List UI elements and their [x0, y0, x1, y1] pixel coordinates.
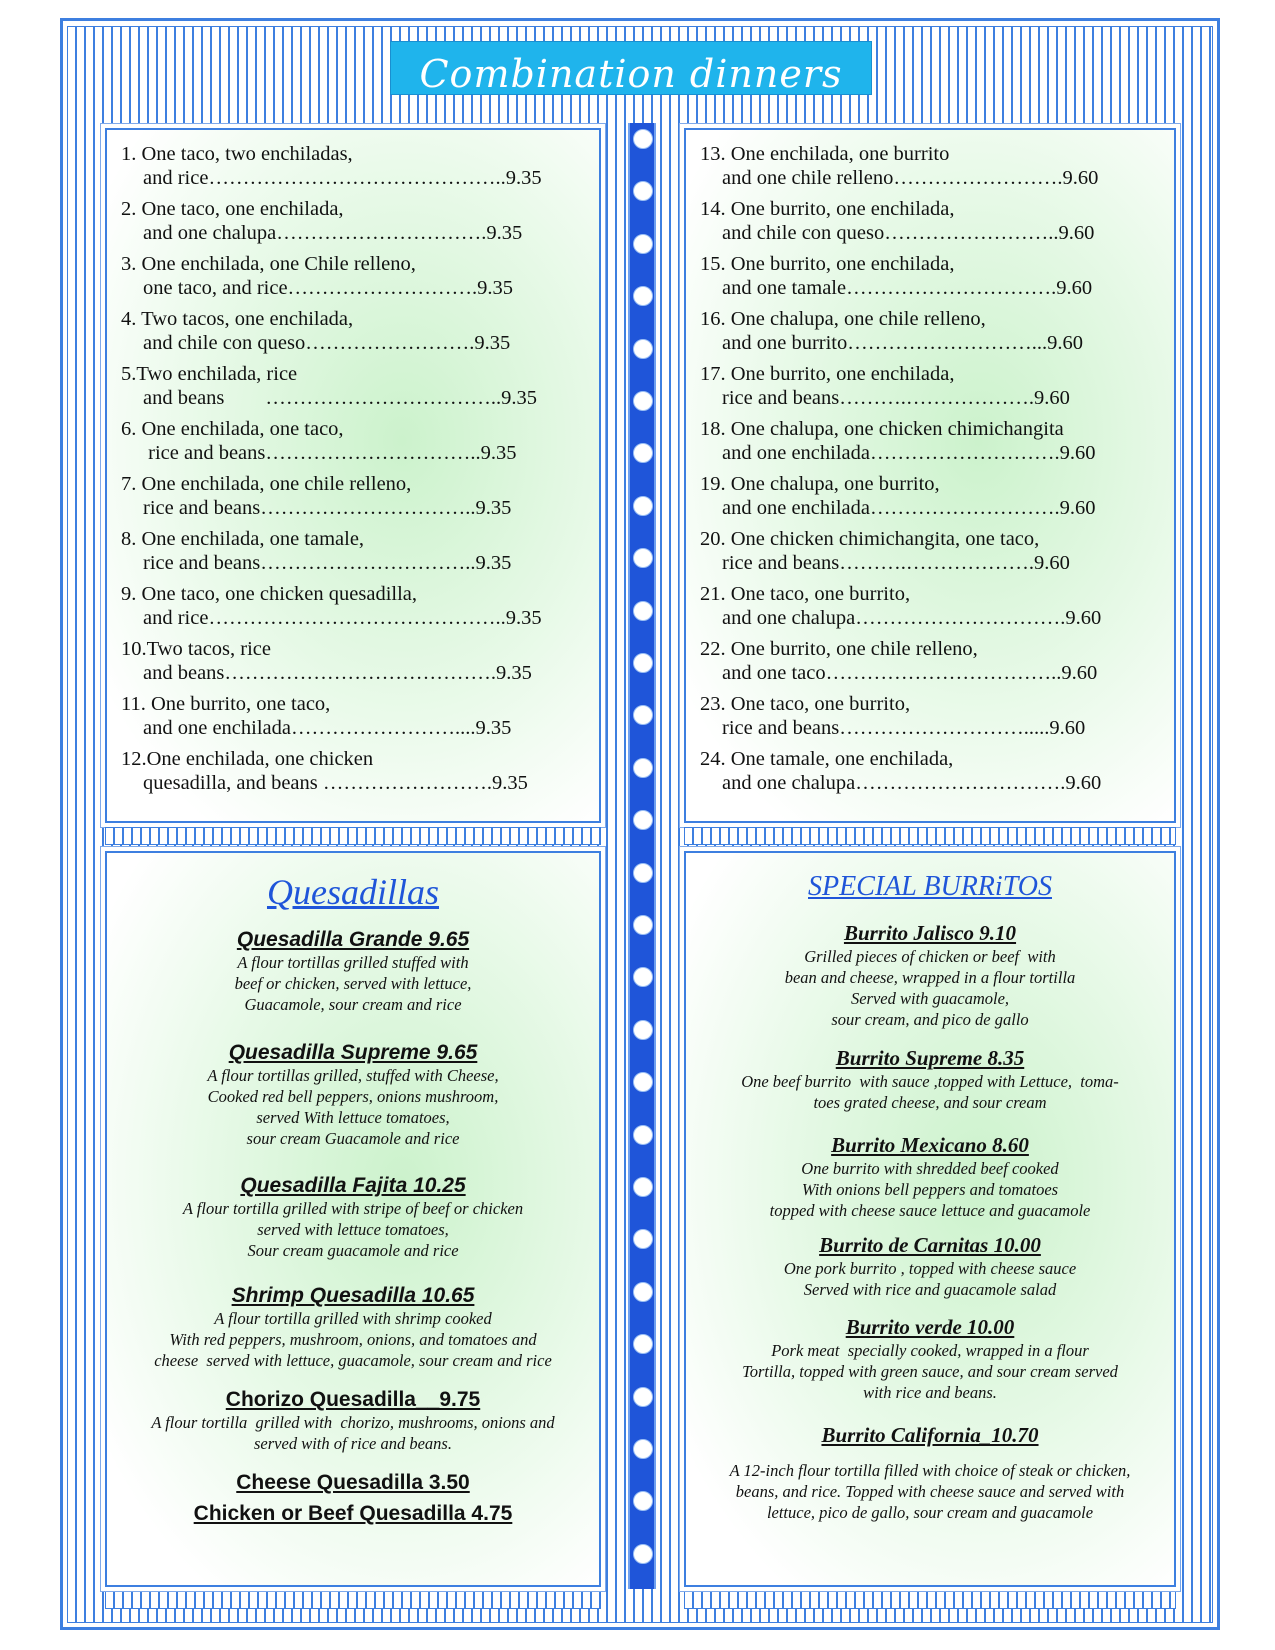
- item-name: Burrito Mexicano 8.60: [831, 1133, 1029, 1157]
- combination-line-1: 15. One burrito, one enchilada,: [700, 253, 955, 275]
- item-name: Chicken or Beef Quesadilla 4.75: [193, 1502, 513, 1525]
- binder-ring-icon: [633, 1072, 653, 1092]
- binder-ring-icon: [633, 1544, 653, 1564]
- combination-line-1: 19. One chalupa, one burrito,: [700, 473, 940, 495]
- combination-line-1: 24. One tamale, one enchilada,: [700, 748, 954, 770]
- quesadilla-item: [107, 927, 599, 1015]
- binder-ring-icon: [633, 1229, 653, 1249]
- combination-line-2: and one chalupa………………………….9.35: [143, 222, 523, 244]
- binder-ring-icon: [633, 443, 653, 463]
- combination-line-1: 12.One enchilada, one chicken: [121, 748, 374, 770]
- binder-ring-icon: [633, 496, 653, 516]
- combination-item: [700, 582, 1164, 637]
- quesadilla-item: [107, 1040, 599, 1149]
- item-name: Quesadilla Grande 9.65: [236, 928, 470, 951]
- combination-line-2: rice and beans……………………….....9.60: [722, 717, 1086, 739]
- binder-ring-icon: [633, 653, 653, 673]
- combinations-right-list: [700, 142, 1164, 802]
- combination-item: [121, 252, 589, 307]
- combination-item: [700, 252, 1164, 307]
- combination-item: [700, 417, 1164, 472]
- combination-line-2: rice and beans……….……………….9.60: [722, 387, 1070, 409]
- combination-line-1: 17. One burrito, one enchilada,: [700, 363, 955, 385]
- binder-ring-icon: [633, 1282, 653, 1302]
- combination-line-1: 13. One enchilada, one burrito: [700, 143, 950, 165]
- binder-ring-icon: [633, 129, 653, 149]
- binder-ring-icon: [633, 601, 653, 621]
- combination-item: [121, 142, 589, 197]
- combination-item: [121, 472, 589, 527]
- combination-line-2: and one enchilada……………………….9.60: [722, 497, 1096, 519]
- item-description: Grilled pieces of chicken or beef with bean and cheese, wrapped in a flour tortilla Served with guacamole, sour cream, and pico de gallo: [784, 947, 1076, 1029]
- binder-spine: [628, 123, 656, 1589]
- quesadilla-item: [107, 1501, 599, 1526]
- combinations-left-panel: [105, 128, 601, 823]
- item-description: One pork burrito , topped with cheese sauce Served with rice and guacamole salad: [783, 1259, 1077, 1299]
- burritos-panel: [684, 851, 1176, 1587]
- item-name: Cheese Quesadilla 3.50: [236, 1471, 470, 1494]
- combination-line-2: and one burrito………………………...9.60: [722, 332, 1083, 354]
- combination-line-1: 22. One burrito, one chile relleno,: [700, 638, 978, 660]
- combination-line-1: 2. One taco, one enchilada,: [121, 198, 344, 220]
- combination-line-1: 16. One chalupa, one chile relleno,: [700, 308, 986, 330]
- burrito-item: [686, 1423, 1174, 1523]
- combination-item: [700, 197, 1164, 252]
- page-title: Combination dinners: [419, 52, 843, 96]
- binder-ring-icon: [633, 1334, 653, 1354]
- item-name: Burrito California_10.70: [821, 1423, 1039, 1447]
- burritos-heading: SPECIAL BURRiTOS: [808, 871, 1052, 902]
- combinations-right-panel: [684, 128, 1176, 823]
- combination-item: [121, 527, 589, 582]
- combination-line-2: and chile con queso…………………….9.35: [143, 332, 511, 354]
- combination-item: [700, 362, 1164, 417]
- item-description: A flour tortillas grilled stuffed with beef or chicken, served with lettuce, Guacamole, sour cream and rice: [234, 953, 472, 1014]
- burrito-item: [686, 1315, 1174, 1403]
- combination-line-1: 21. One taco, one burrito,: [700, 583, 911, 605]
- combination-line-2: and beans………………………………….9.35: [143, 662, 532, 684]
- combination-line-2: one taco, and rice……………………….9.35: [143, 277, 514, 299]
- binder-ring-icon: [633, 391, 653, 411]
- combination-line-2: and one chile relleno…………………….9.60: [722, 167, 1099, 189]
- binder-ring-icon: [633, 1439, 653, 1459]
- combination-line-2: and one enchilada……………………....9.35: [143, 717, 512, 739]
- item-name: Burrito de Carnitas 10.00: [819, 1233, 1041, 1257]
- combination-item: [121, 307, 589, 362]
- combination-item: [121, 692, 589, 747]
- combination-line-2: and one chalupa………………………….9.60: [722, 772, 1102, 794]
- item-name: Chorizo Quesadilla__9.75: [225, 1388, 481, 1411]
- combination-line-1: 9. One taco, one chicken quesadilla,: [121, 583, 417, 605]
- combination-line-1: 10.Two tacos, rice: [121, 638, 271, 660]
- item-description: A 12-inch flour tortilla filled with choice of steak or chicken, beans, and rice. Topped with cheese sauce and served with lettuce, pico de gallo, sour cream and guacamole: [729, 1461, 1131, 1522]
- combination-item: [700, 747, 1164, 802]
- item-name: Burrito Jalisco 9.10: [843, 921, 1017, 945]
- combination-line-1: 3. One enchilada, one Chile relleno,: [121, 253, 416, 275]
- combination-line-1: 23. One taco, one burrito,: [700, 693, 911, 715]
- item-name: Burrito Supreme 8.35: [835, 1046, 1025, 1070]
- binder-ring-icon: [633, 339, 653, 359]
- combination-item: [121, 582, 589, 637]
- combination-item: [121, 747, 589, 802]
- combination-line-1: 7. One enchilada, one chile relleno,: [121, 473, 412, 495]
- item-description: A flour tortilla grilled with stripe of beef or chicken served with lettuce tomatoes, Sour cream guacamole and rice: [182, 1199, 524, 1260]
- combination-line-2: and one chalupa………………………….9.60: [722, 607, 1102, 629]
- combinations-left-list: [121, 142, 589, 802]
- binder-ring-icon: [633, 967, 653, 987]
- binder-ring-icon: [633, 1125, 653, 1145]
- combination-item: [121, 197, 589, 252]
- item-description: A flour tortilla grilled with shrimp cooked With red peppers, mushroom, onions, and tomatoes and cheese served with lettuce, guacamole, sour cream and rice: [154, 1309, 552, 1370]
- burrito-item: [686, 1133, 1174, 1221]
- combination-line-1: 4. Two tacos, one enchilada,: [121, 308, 354, 330]
- combination-item: [700, 527, 1164, 582]
- combination-item: [700, 472, 1164, 527]
- burrito-item: [686, 921, 1174, 1030]
- combination-line-2: rice and beans…………………………..9.35: [143, 442, 517, 464]
- quesadilla-item: [107, 1470, 599, 1495]
- combination-line-1: 5.Two enchilada, rice: [121, 363, 298, 385]
- combination-line-1: 8. One enchilada, one tamale,: [121, 528, 365, 550]
- binder-ring-icon: [633, 286, 653, 306]
- burrito-item: [686, 1046, 1174, 1113]
- divider-strip-right: [684, 827, 1176, 845]
- quesadilla-item: [107, 1283, 599, 1371]
- combination-line-2: and one tamale………………………….9.60: [722, 277, 1093, 299]
- combination-item: [700, 307, 1164, 362]
- combination-line-2: rice and beans……….……………….9.60: [722, 552, 1070, 574]
- bottom-strip-left: [105, 1591, 601, 1609]
- binder-ring-icon: [633, 234, 653, 254]
- burrito-item: [686, 1233, 1174, 1300]
- combination-line-1: 1. One taco, two enchiladas,: [121, 143, 353, 165]
- item-description: One burrito with shredded beef cooked With onions bell peppers and tomatoes topped with cheese sauce lettuce and guacamole: [769, 1159, 1091, 1220]
- combination-line-2: and one enchilada……………………….9.60: [722, 442, 1096, 464]
- quesadillas-heading: Quesadillas: [266, 872, 439, 912]
- binder-ring-icon: [633, 1177, 653, 1197]
- combination-line-2: and rice……………………………………..9.35: [143, 167, 542, 189]
- item-name: Shrimp Quesadilla 10.65: [231, 1284, 475, 1307]
- combination-line-2: and chile con queso……………………..9.60: [722, 222, 1095, 244]
- binder-ring-icon: [633, 705, 653, 725]
- quesadillas-panel: [105, 851, 601, 1587]
- combination-item: [121, 362, 589, 417]
- item-description: A flour tortilla grilled with chorizo, mushrooms, onions and served with of rice and beans.: [151, 1413, 555, 1453]
- quesadilla-item: [107, 1387, 599, 1454]
- combination-item: [121, 417, 589, 472]
- binder-ring-icon: [633, 1020, 653, 1040]
- combination-line-2: and rice……………………………………..9.35: [143, 607, 542, 629]
- item-description: One beef burrito with sauce ,topped with Lettuce, toma- toes grated cheese, and sour cream: [741, 1072, 1119, 1112]
- binder-ring-icon: [633, 181, 653, 201]
- item-description: Pork meat specially cooked, wrapped in a flour Tortilla, topped with green sauce, and sour cream served with rice and beans.: [742, 1341, 1118, 1402]
- combination-line-2: rice and beans…………………………..9.35: [143, 552, 512, 574]
- combination-line-1: 11. One burrito, one taco,: [121, 693, 331, 715]
- combination-line-1: 6. One enchilada, one taco,: [121, 418, 344, 440]
- binder-ring-icon: [633, 758, 653, 778]
- binder-ring-icon: [633, 1491, 653, 1511]
- combination-item: [700, 637, 1164, 692]
- title-banner: [390, 41, 872, 95]
- combination-item: [700, 142, 1164, 197]
- combination-line-2: quesadilla, and beans …………………….9.35: [143, 772, 528, 794]
- combination-line-1: 20. One chicken chimichangita, one taco,: [700, 528, 1040, 550]
- binder-ring-icon: [633, 810, 653, 830]
- binder-ring-icon: [633, 548, 653, 568]
- divider-strip-left: [105, 827, 601, 845]
- quesadilla-item: [107, 1173, 599, 1261]
- item-description: A flour tortillas grilled, stuffed with Cheese, Cooked red bell peppers, onions mushroom, served With lettuce tomatoes, sour cream Guacamole and rice: [207, 1066, 499, 1148]
- combination-item: [121, 637, 589, 692]
- item-name: Burrito verde 10.00: [845, 1315, 1015, 1339]
- combination-line-1: 18. One chalupa, one chicken chimichangita: [700, 418, 1064, 440]
- bottom-strip-right: [684, 1591, 1176, 1609]
- combination-line-2: rice and beans…………………………..9.35: [143, 497, 512, 519]
- combination-item: [700, 692, 1164, 747]
- binder-ring-icon: [633, 1387, 653, 1407]
- item-name: Quesadilla Supreme 9.65: [228, 1041, 478, 1064]
- combination-line-2: and beans ……………………………..9.35: [143, 387, 538, 409]
- binder-ring-icon: [633, 915, 653, 935]
- combination-line-1: 14. One burrito, one enchilada,: [700, 198, 955, 220]
- item-name: Quesadilla Fajita 10.25: [240, 1174, 466, 1197]
- combination-line-2: and one taco……………………………..9.60: [722, 662, 1098, 684]
- binder-ring-icon: [633, 863, 653, 883]
